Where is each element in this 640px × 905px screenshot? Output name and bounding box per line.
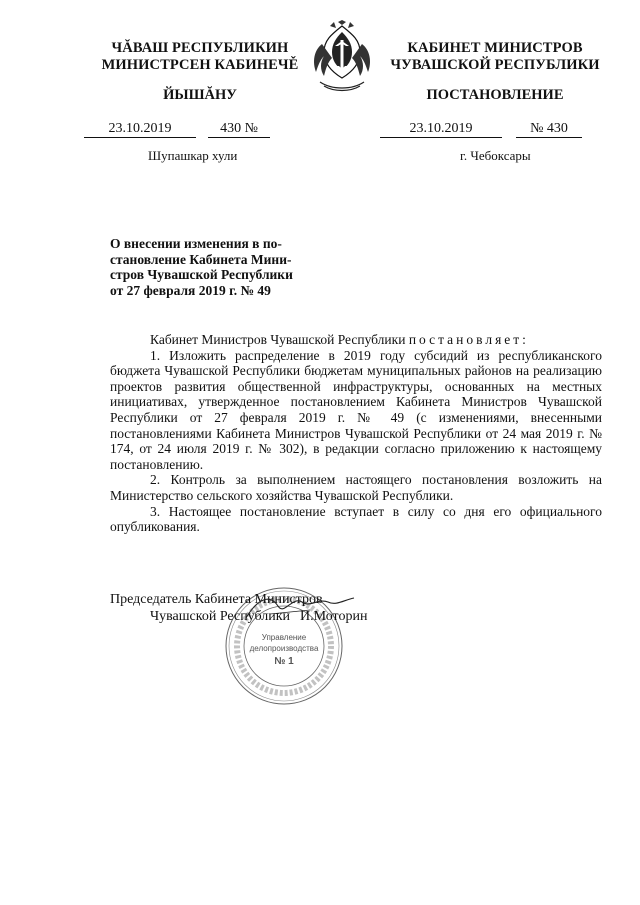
header-left-org bbox=[95, 40, 305, 74]
preamble bbox=[110, 332, 602, 348]
doc-type-right: ПОСТАНОВЛЕНИЕ bbox=[426, 87, 564, 103]
stamp-line2: делопроизводства bbox=[249, 644, 319, 653]
title-line: от 27 февраля 2019 г. № 49 bbox=[110, 282, 271, 298]
title-line: О внесении изменения в по- bbox=[110, 236, 282, 251]
doc-type-left: ЙЫШĂНУ bbox=[163, 87, 237, 103]
preamble-verb: постановляет: bbox=[408, 332, 529, 347]
paragraph-2: 2. Контроль за выполнением настоящего постановления возложить на Министерство сельского хозяйства Чувашской Республики. bbox=[110, 472, 602, 503]
stamp-line3: № 1 bbox=[274, 656, 294, 667]
date-left: 23.10.2019 bbox=[84, 120, 196, 138]
document-body bbox=[110, 332, 602, 535]
paragraph-3: 3. Настоящее постановление вступает в силу со дня его официального опубликования. bbox=[110, 503, 602, 535]
place-left: Шупашкар хули bbox=[148, 148, 238, 163]
handwritten-signature bbox=[240, 588, 360, 628]
number-left: 430 № bbox=[208, 120, 270, 138]
title-line: стров Чувашской Республики bbox=[110, 267, 293, 282]
signature-line1: Председатель Кабинета Министров bbox=[110, 592, 323, 607]
date-right: 23.10.2019 bbox=[380, 120, 502, 138]
header-left-line1: ЧĂВАШ РЕСПУБЛИКИН bbox=[111, 40, 289, 56]
document-title bbox=[110, 236, 306, 298]
header-left-line2: МИНИСТРСЕН КАБИНЕЧĚ bbox=[101, 57, 299, 73]
header-right-org bbox=[380, 40, 610, 74]
title-line: становление Кабинета Мини- bbox=[110, 251, 292, 267]
header-right-line2: ЧУВАШСКОЙ РЕСПУБЛИКИ bbox=[390, 57, 600, 73]
preamble-start: Кабинет Министров Чувашской Республики bbox=[150, 332, 409, 347]
place-right: г. Чебоксары bbox=[460, 148, 531, 163]
signature-line2-right: И.Моторин bbox=[300, 609, 368, 624]
stamp-line1: Управление bbox=[261, 633, 307, 642]
header-right-line1: КАБИНЕТ МИНИСТРОВ bbox=[407, 40, 583, 56]
coat-of-arms-emblem bbox=[302, 20, 382, 98]
paragraph-1: 1. Изложить распределение в 2019 году субсидий из республиканского бюджета Чувашской Республики бюджетам муниципальных районов на реализацию проектов развития общественной инфраструктуры, основанных на местных инициативах, утвержденное постановлением Кабинета Министров Чувашской Республики от 27 февраля 2019 г. № 49 (с изменениями, внесенными постановлениями Кабинета Министров Чувашской Республики от 24 мая 2019 г. № 174, от 24 июля 2019 г. № 302), в редакции согласно приложению к настоящему постановлению. bbox=[110, 347, 602, 472]
signature-line2-left: Чувашской Республики bbox=[150, 609, 291, 624]
number-right: № 430 bbox=[516, 120, 582, 138]
